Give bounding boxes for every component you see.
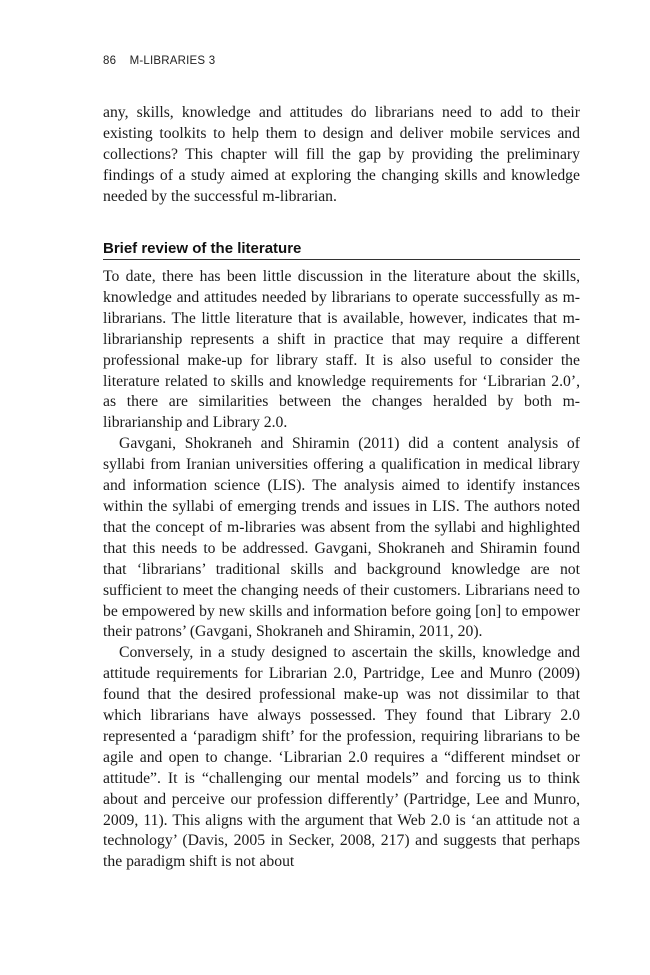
section-heading: Brief review of the literature [103,240,580,260]
body-paragraph-1: To date, there has been little discussion in the literature about the skills, knowledge and attitudes needed by librarians to operate successfully as m-librarians. The little literature that is available, however, indicates that m-librarianship represents a shift in practice that may require a different professional make-up for library staff. It is also useful to consider the literature related to skills and knowledge requirements for ‘Librarian 2.0’, as there are similarities between the changes heralded by both m-librarianship and Library 2.0. [103,268,580,432]
body-paragraph-3: Conversely, in a study designed to ascertain the skills, knowledge and attitude requirements for Librarian 2.0, Partridge, Lee and Munro (2009) found that the desired professional make-up was not dissimilar to that which librarians have always possessed. They found that Library 2.0 represented a ‘paradigm shift’ for the profession, requiring librarians to be agile and open to change. ‘Librarian 2.0 requires a “different mindset or attitude”. It is “challenging our mental models” and forcing us to think about and perceive our profession differently’ (Partridge, Lee and Munro, 2009, 11). This aligns with the argument that Web 2.0 is ‘an attitude not a technology’ (Davis, 2005 in Secker, 2008, 217) and suggests that perhaps the paradigm shift is not about [103,644,580,871]
running-title: M-LIBRARIES 3 [129,55,216,67]
intro-paragraph: any, skills, knowledge and attitudes do librarians need to add to their existing toolkits to help them to design and deliver mobile services and collections? This chapter will fill the gap by providing the preliminary findings of a study aimed at exploring the changing skills and knowledge needed by the successful m-librarian. [103,104,580,205]
running-header [103,55,215,67]
intro-text-block [103,103,580,208]
body-paragraph-2: Gavgani, Shokraneh and Shiramin (2011) did a content analysis of syllabi from Iranian universities offering a qualification in medical library and information science (LIS). The analysis aimed to identify instances within the syllabi of emerging trends and issues in LIS. The authors noted that the concept of m-libraries was absent from the syllabi and highlighted that this needs to be addressed. Gavgani, Shokraneh and Shiramin found that ‘librarians’ traditional skills and background knowledge are not sufficient to meet the changing needs of their customers. Librarians need to be empowered by new skills and information before going [on] to empower their patrons’ (Gavgani, Shokraneh and Shiramin, 2011, 20). [103,435,580,641]
literature-review-text-block [103,267,580,873]
page-number: 86 [103,55,117,67]
